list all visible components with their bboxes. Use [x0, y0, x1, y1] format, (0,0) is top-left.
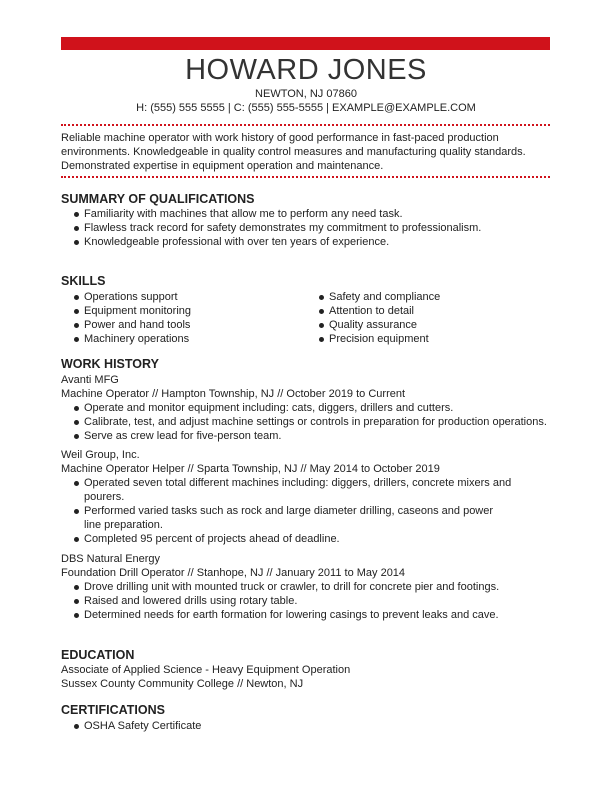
header-accent-bar — [61, 37, 550, 50]
skill-item: Quality assurance — [306, 318, 546, 332]
job-entry — [61, 552, 550, 622]
job-entry — [61, 373, 550, 443]
section-title-work-history: WORK HISTORY — [61, 357, 159, 371]
list-item: Serve as crew lead for five-person team. — [61, 429, 550, 443]
company-name: DBS Natural Energy — [61, 553, 161, 565]
list-item: Calibrate, test, and adjust machine settings or controls in preparation for production operations. — [61, 415, 550, 429]
skill-item: Power and hand tools — [61, 318, 301, 332]
education-entry — [61, 663, 550, 691]
summary-line: Demonstrated expertise in equipment operation and maintenance. — [61, 160, 384, 172]
summary-line: environments. Knowledgeable in quality control measures and manufacturing quality standards. — [61, 146, 526, 158]
list-item: OSHA Safety Certificate — [61, 719, 550, 733]
skill-item: Safety and compliance — [306, 290, 546, 304]
skills-column-right — [306, 290, 546, 346]
candidate-name: HOWARD JONES — [185, 54, 427, 86]
divider-bottom — [61, 176, 550, 178]
skill-item: Attention to detail — [306, 304, 546, 318]
contact-line: H: (555) 555 5555 | C: (555) 555-5555 | EXAMPLE@EXAMPLE.COM — [136, 102, 476, 114]
certifications-list — [61, 719, 550, 733]
list-item: Operated seven total different machines including: diggers, drillers, concrete mixers and pourers. — [61, 476, 521, 504]
summary-line: Reliable machine operator with work history of good performance in fast-paced production — [61, 132, 499, 144]
list-item: Determined needs for earth formation for lowering casings to prevent leaks and cave. — [61, 608, 550, 622]
list-item: Raised and lowered drills using rotary table. — [61, 594, 550, 608]
company-name: Avanti MFG — [61, 374, 119, 386]
section-title-certifications: CERTIFICATIONS — [61, 703, 165, 717]
address: NEWTON, NJ 07860 — [255, 88, 357, 100]
skill-item: Equipment monitoring — [61, 304, 301, 318]
skill-item: Precision equipment — [306, 332, 546, 346]
job-role-line: Machine Operator // Hampton Township, NJ // October 2019 to Current — [61, 388, 406, 400]
list-item: Operate and monitor equipment including: cats, diggers, drillers and cutters. — [61, 401, 550, 415]
degree: Associate of Applied Science - Heavy Equipment Operation — [61, 664, 351, 676]
qualifications-list — [61, 207, 550, 249]
skills-column-left — [61, 290, 301, 346]
skill-item: Machinery operations — [61, 332, 301, 346]
divider-top — [61, 124, 550, 126]
company-name: Weil Group, Inc. — [61, 449, 140, 461]
job-role-line: Machine Operator Helper // Sparta Township, NJ // May 2014 to October 2019 — [61, 463, 440, 475]
section-title-education: EDUCATION — [61, 648, 135, 662]
list-item: Knowledgeable professional with over ten years of experience. — [61, 235, 550, 249]
list-item: Flawless track record for safety demonstrates my commitment to professionalism. — [61, 221, 550, 235]
school-line: Sussex County Community College // Newton, NJ — [61, 678, 304, 690]
professional-summary — [61, 131, 550, 173]
list-item: Performed varied tasks such as rock and large diameter drilling, caseons and power line preparation. — [61, 504, 504, 532]
list-item: Familiarity with machines that allow me to perform any need task. — [61, 207, 550, 221]
job-entry — [61, 448, 550, 546]
list-item: Drove drilling unit with mounted truck or crawler, to drill for concrete pier and footings. — [61, 580, 550, 594]
skill-item: Operations support — [61, 290, 301, 304]
section-title-skills: SKILLS — [61, 274, 106, 288]
section-title-qualifications: SUMMARY OF QUALIFICATIONS — [61, 192, 255, 206]
list-item: Completed 95 percent of projects ahead of deadline. — [61, 532, 521, 546]
job-role-line: Foundation Drill Operator // Stanhope, NJ // January 2011 to May 2014 — [61, 567, 406, 579]
